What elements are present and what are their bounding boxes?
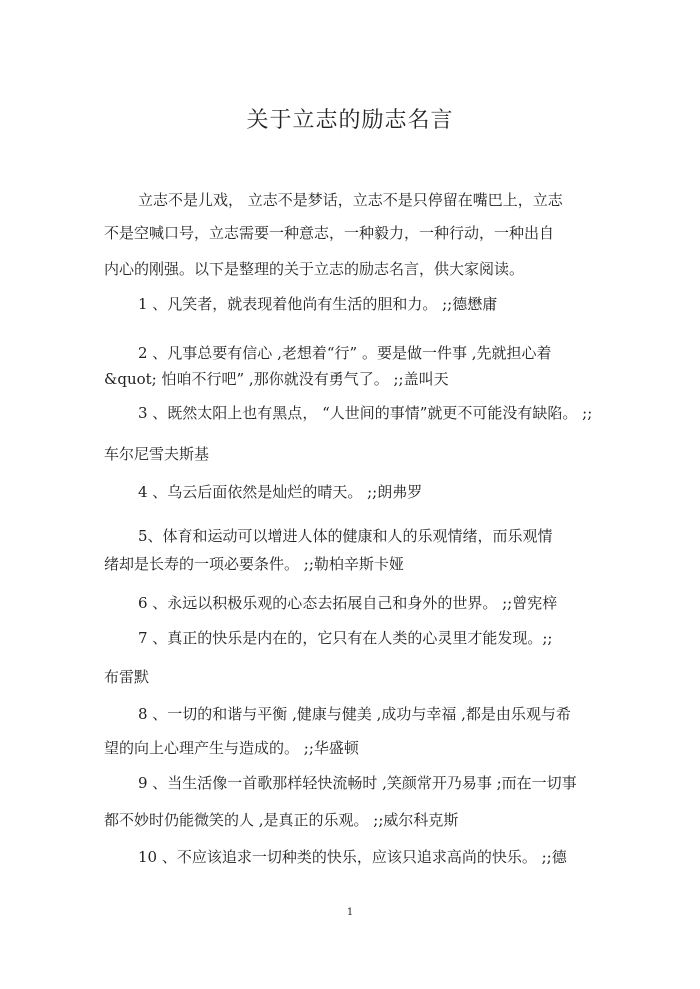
quote-3-line-2: 车尔尼雪夫斯基 [104,445,210,463]
intro-line-1: 立志不是儿戏， 立志不是梦话，立志不是只停留在嘴巴上，立志 [138,191,563,209]
quote-10-line-1: 10 、不应该追求一切种类的快乐，应该只追求高尚的快乐。 ;;德 [138,848,567,866]
quote-7-line-1: 7 、真正的快乐是内在的，它只有在人类的心灵里才能发现。;; [138,629,553,647]
quote-1-line-1: 1 、凡笑者，就表现着他尚有生活的胆和力。 ;;德懋庸 [138,295,498,313]
page-number: 1 [346,907,354,918]
quote-5-line-2: 绪却是长寿的一项必要条件。 ;;勒柏辛斯卡娅 [104,555,404,573]
quote-3-line-1: 3 、既然太阳上也有黑点， “人世间的事情”就更不可能没有缺陷。 ;; [138,404,593,422]
intro-line-2: 不是空喊口号，立志需要一种意志，一种毅力，一种行动，一种出自 [104,224,555,242]
quote-2-line-2: &quot; 怕咱不行吧” ,那你就没有勇气了。 ;;盖叫天 [104,370,449,388]
quote-4-line-1: 4 、乌云后面依然是灿烂的晴天。 ;;朗弗罗 [138,483,423,501]
quote-5-line-1: 5、体育和运动可以增进人体的健康和人的乐观情绪，而乐观情 [138,527,553,545]
quote-8-line-1: 8 、一切的和谐与平衡 ,健康与健美 ,成功与幸福 ,都是由乐观与希 [138,705,571,723]
quote-2-line-1: 2 、凡事总要有信心 ,老想着“行” 。要是做一件事 ,先就担心着 [138,344,552,362]
quote-9-line-2: 都不妙时仍能微笑的人 ,是真正的乐观。 ;;威尔科克斯 [104,811,459,829]
quote-7-line-2: 布雷默 [104,668,150,686]
quote-6-line-1: 6 、永远以积极乐观的心态去拓展自己和身外的世界。 ;;曾宪梓 [138,594,558,612]
intro-line-3: 内心的刚强。以下是整理的关于立志的励志名言，供大家阅读。 [104,260,525,278]
quote-8-line-2: 望的向上心理产生与造成的。 ;;华盛顿 [104,739,359,757]
quote-9-line-1: 9 、当生活像一首歌那样轻快流畅时 ,笑颜常开乃易事 ;而在一切事 [138,774,577,792]
document-title: 关于立志的励志名言 [246,108,454,133]
